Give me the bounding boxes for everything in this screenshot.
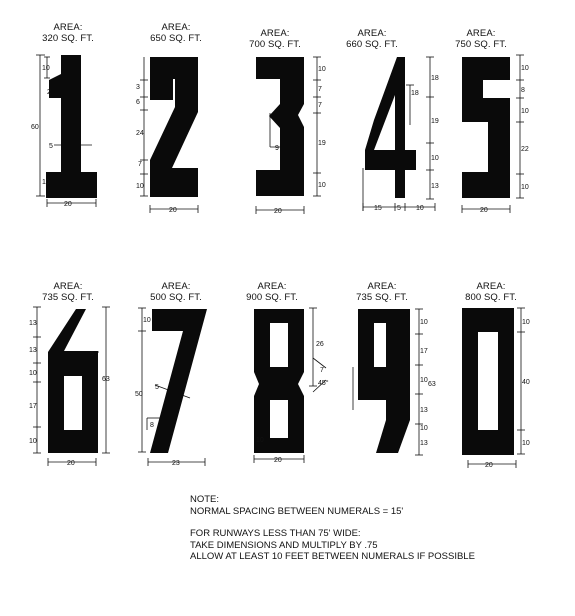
area-label-5: AREA: 750 SQ. FT. — [455, 28, 507, 50]
dim-text: 23 — [172, 460, 180, 467]
dim-text: 10 — [420, 319, 428, 326]
dim-text: 10 — [521, 184, 529, 191]
area-label-3: AREA: 700 SQ. FT. — [249, 28, 301, 50]
numeral-7 — [150, 309, 207, 453]
note-line-allow: ALLOW AT LEAST 10 FEET BETWEEN NUMERALS IF POSSIBLE — [190, 551, 475, 562]
dim-text: 10 — [143, 317, 151, 324]
dim-text: 10 — [136, 183, 144, 190]
dim-text: 13 — [431, 183, 439, 190]
dim-text: 10 — [431, 155, 439, 162]
area-label-7: AREA: 500 SQ. FT. — [150, 281, 202, 303]
dim-text: 20 — [274, 457, 282, 464]
dim-text: 20 — [64, 201, 72, 208]
dim-text: 40 — [522, 379, 530, 386]
dim-text: 7 — [318, 86, 322, 93]
dim-text: 26 — [316, 341, 324, 348]
dim-text: 20 — [480, 207, 488, 214]
area-label-2: AREA: 650 SQ. FT. — [150, 22, 202, 44]
dim-text: 10 — [416, 205, 424, 212]
dim-text: 13 — [420, 407, 428, 414]
dim-text: 63 — [102, 376, 110, 383]
note-heading: NOTE: — [190, 494, 220, 505]
note-block — [190, 494, 475, 563]
dim-text: 45° — [318, 380, 329, 387]
dim-text: 22 — [521, 146, 529, 153]
dim-text: 18 — [411, 90, 419, 97]
dim-text: 7 — [320, 367, 324, 374]
dim-text: 10 — [522, 319, 530, 326]
dim-text: 10 — [318, 66, 326, 73]
dim-text: 10 — [521, 65, 529, 72]
dim-text: 13 — [420, 440, 428, 447]
numeral-0 — [462, 308, 514, 455]
numeral-2 — [150, 57, 198, 197]
dim-text: 60 — [31, 124, 39, 131]
numeral-9 — [358, 309, 410, 453]
dim-text: 10 — [29, 370, 37, 377]
area-label-4: AREA: 660 SQ. FT. — [346, 28, 398, 50]
dim-text: 5 — [397, 205, 401, 212]
numeral-5 — [462, 57, 510, 198]
dim-text: 9 — [275, 145, 279, 152]
dim-text: 6 — [136, 99, 140, 106]
numeral-6 — [48, 309, 98, 453]
dim-text: 10 — [521, 108, 529, 115]
dim-text: 18 — [431, 75, 439, 82]
note-line-runways: FOR RUNWAYS LESS THAN 75' WIDE: — [190, 528, 361, 539]
dim-text: 10 — [42, 65, 50, 72]
dim-text: 10 — [29, 438, 37, 445]
dim-text: 10 — [256, 437, 264, 444]
dim-text: 15 — [374, 205, 382, 212]
dim-text: 10 — [42, 179, 50, 186]
dim-text: 19 — [318, 140, 326, 147]
dim-text: 8 — [521, 87, 525, 94]
numeral-3 — [256, 57, 304, 196]
dim-text: 20 — [169, 207, 177, 214]
area-label-9: AREA: 735 SQ. FT. — [356, 281, 408, 303]
numeral-1 — [46, 55, 97, 198]
note-line-spacing: NORMAL SPACING BETWEEN NUMERALS = 15' — [190, 505, 404, 517]
dim-text: 24 — [136, 130, 144, 137]
dim-text: 10 — [522, 440, 530, 447]
dim-text: 10 — [420, 425, 428, 432]
dim-text: 17 — [29, 403, 37, 410]
dim-text: 5 — [49, 143, 53, 150]
dim-text: 7 — [138, 161, 142, 168]
dim-text: 10 — [420, 377, 428, 384]
dim-text: 50 — [135, 391, 143, 398]
dim-text: 20 — [485, 462, 493, 469]
dim-text: 63 — [428, 381, 436, 388]
dim-text: 10 — [318, 182, 326, 189]
dim-text: 19 — [431, 118, 439, 125]
dim-text: 5 — [90, 351, 94, 358]
area-label-1: AREA: 320 SQ. FT. — [42, 22, 94, 44]
dim-text: 13 — [29, 320, 37, 327]
numeral-8 — [254, 309, 304, 453]
dim-text: 7 — [318, 102, 322, 109]
dim-text: 5 — [155, 384, 159, 391]
dim-text: 8 — [150, 422, 154, 429]
dim-text: 2 — [47, 89, 51, 96]
dim-text: 20 — [67, 460, 75, 467]
area-label-6: AREA: 735 SQ. FT. — [42, 281, 94, 303]
dim-text: 20 — [274, 208, 282, 215]
area-label-0: AREA: 800 SQ. FT. — [465, 281, 517, 303]
area-label-8: AREA: 900 SQ. FT. — [246, 281, 298, 303]
dim-text: 13 — [29, 347, 37, 354]
dim-text: 3 — [136, 84, 140, 91]
note-line-multiply: TAKE DIMENSIONS AND MULTIPLY BY .75 — [190, 539, 378, 551]
dim-text: 17 — [420, 348, 428, 355]
numeral-4 — [365, 57, 416, 198]
